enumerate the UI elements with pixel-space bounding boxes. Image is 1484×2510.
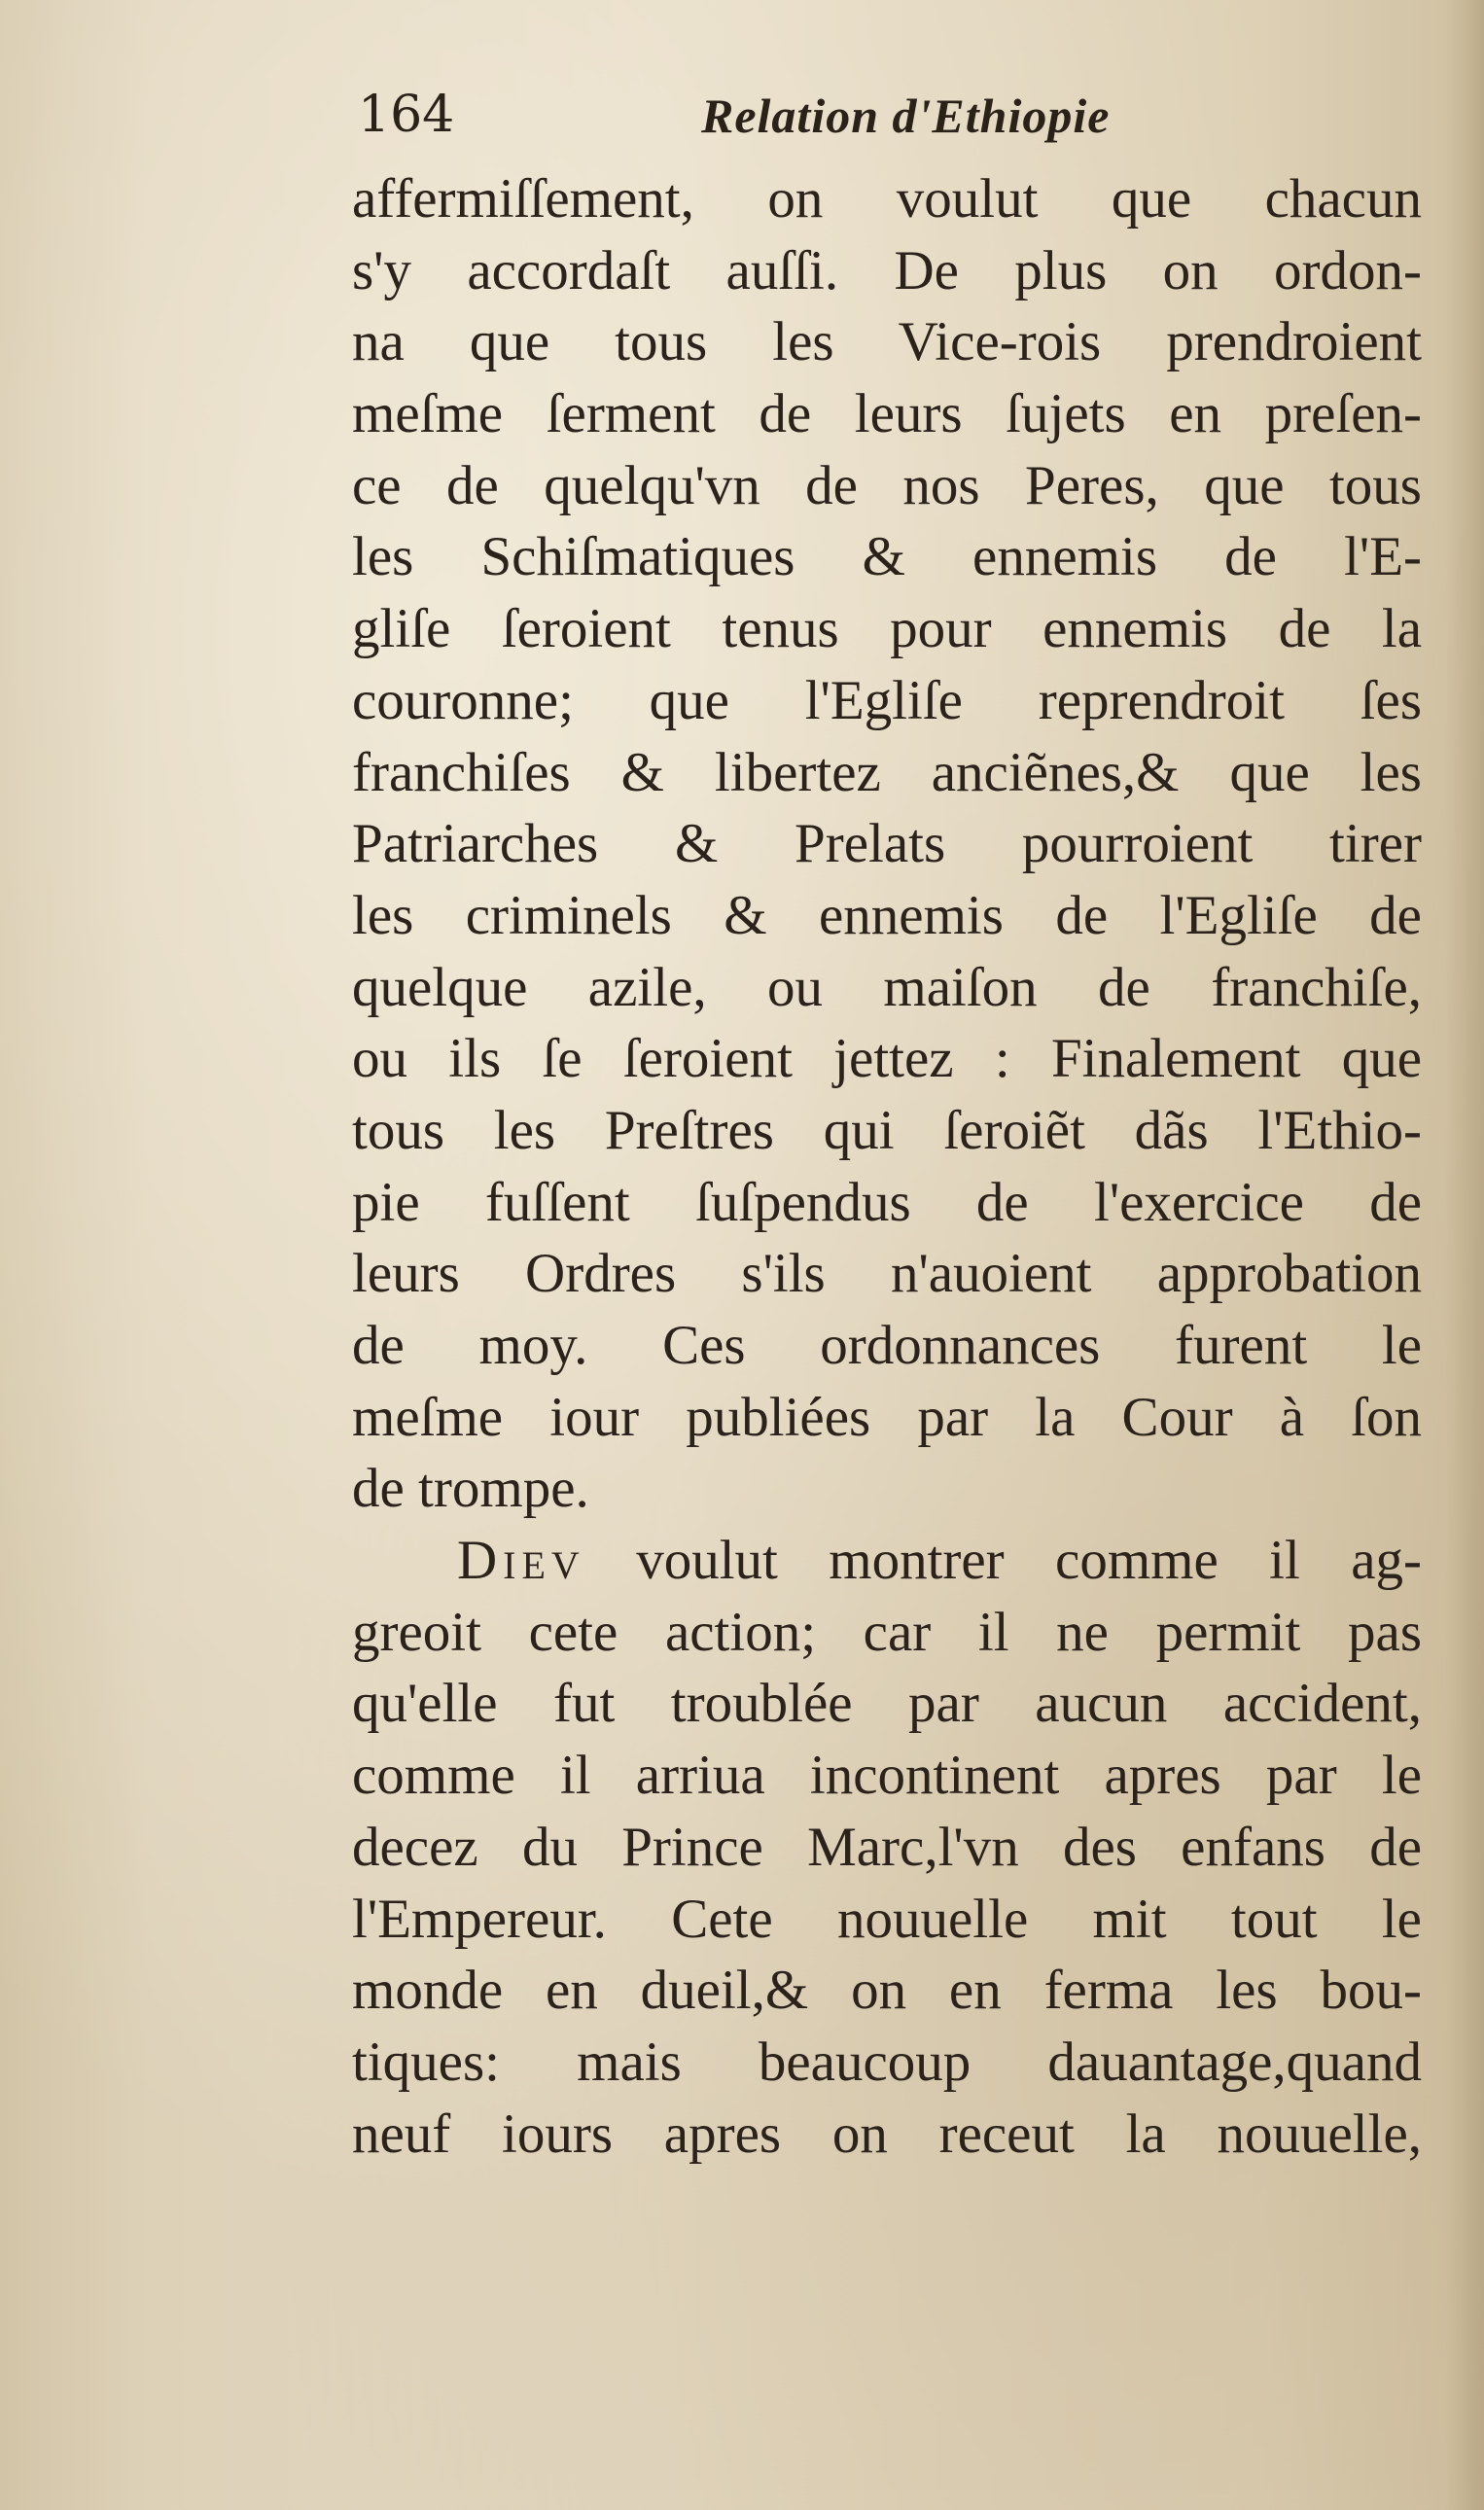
body-text xyxy=(352,163,1422,2170)
text-line: meſme ſerment de leurs ſujets en preſen- xyxy=(352,383,1422,445)
text-line: leurs Ordres s'ils n'auoient approbation xyxy=(352,1243,1422,1305)
paragraph-2 xyxy=(352,1525,1422,2170)
paragraph-1 xyxy=(352,163,1422,1525)
text-line: pie fuſſent ſuſpendus de l'exercice de xyxy=(352,1171,1422,1233)
page-number: 164 xyxy=(358,86,455,144)
text-line: decez du Prince Marc,l'vn des enfans de xyxy=(352,1816,1422,1878)
text-line: ce de quelqu'vn de nos Peres, que tous xyxy=(352,454,1422,516)
text-line: les Schiſmatiques & ennemis de l'E- xyxy=(352,526,1422,588)
text-line: qu'elle fut troublée par aucun accident, xyxy=(352,1673,1422,1735)
text-line: quelque azile, ou maiſon de franchiſe, xyxy=(352,956,1422,1018)
text-line: de moy. Ces ordonnances furent le xyxy=(352,1315,1422,1376)
text-line: greoit cete action; car il ne permit pas xyxy=(352,1601,1422,1663)
running-title: Relation d'Ethiopie xyxy=(701,88,1111,143)
text-line: monde en dueil,& on en ferma les bou- xyxy=(352,1960,1422,2022)
text-line: tous les Preſtres qui ſeroiẽt dãs l'Ethio- xyxy=(352,1099,1422,1161)
text-line: ou ils ſe ſeroient jettez : Finalement que xyxy=(352,1028,1422,1090)
text-line: couronne; que l'Egliſe reprendroit ſes xyxy=(352,669,1422,731)
text-line xyxy=(352,1525,1422,1597)
drop-word: Diev xyxy=(457,1530,585,1592)
text-line: meſme iour publiées par la Cour à ſon xyxy=(352,1386,1422,1448)
text-line: neuf iours apres on receut la nouuelle, xyxy=(352,2103,1422,2165)
text-line: s'y accordaſt auſſi. De plus on ordon- xyxy=(352,239,1422,301)
first-line-rest: voulut montrer comme il ag- xyxy=(636,1530,1422,1592)
text-line: tiques: mais beaucoup dauantage,quand xyxy=(352,2031,1422,2093)
text-line: l'Empereur. Cete nouuelle mit tout le xyxy=(352,1888,1422,1950)
text-line: comme il arriua incontinent apres par le xyxy=(352,1745,1422,1807)
text-line: Patriarches & Prelats pourroient tirer xyxy=(352,813,1422,875)
text-line: na que tous les Vice-rois prendroient xyxy=(352,311,1422,373)
text-line: de trompe. xyxy=(352,1458,589,1520)
running-head xyxy=(358,86,1214,163)
text-line: les criminels & ennemis de l'Egliſe de xyxy=(352,884,1422,946)
text-line: affermiſſement, on voulut que chacun xyxy=(352,168,1422,230)
text-line: franchiſes & libertez anciẽnes,& que les xyxy=(352,741,1422,803)
text-line: gliſe ſeroient tenus pour ennemis de la xyxy=(352,598,1422,660)
